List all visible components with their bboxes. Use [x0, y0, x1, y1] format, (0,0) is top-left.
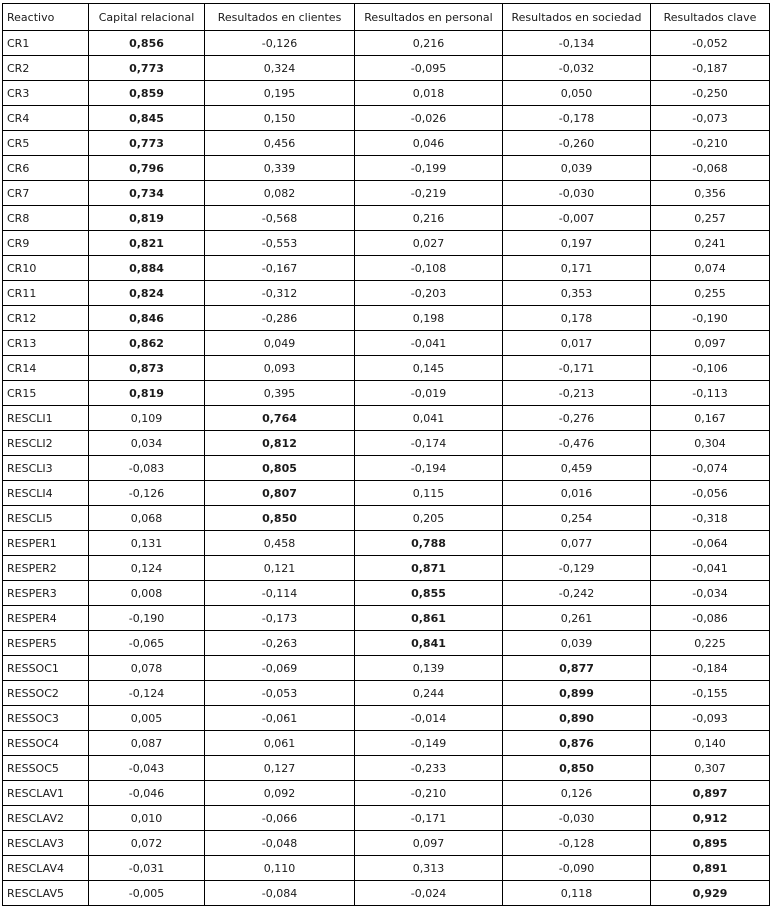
row-label: CR3 — [3, 81, 89, 106]
table-row — [3, 881, 770, 906]
cell-value: -0,030 — [503, 181, 651, 206]
cell-value: 0,118 — [503, 881, 651, 906]
cell-value: 0,092 — [205, 781, 355, 806]
cell-value: -0,019 — [355, 381, 503, 406]
table-row — [3, 456, 770, 481]
cell-value: -0,113 — [651, 381, 770, 406]
cell-value: -0,233 — [355, 756, 503, 781]
cell-value: 0,850 — [503, 756, 651, 781]
cell-value: -0,048 — [205, 831, 355, 856]
row-label: RESSOC3 — [3, 706, 89, 731]
cell-value: 0,895 — [651, 831, 770, 856]
table-row — [3, 606, 770, 631]
table-row — [3, 531, 770, 556]
cell-value: -0,242 — [503, 581, 651, 606]
cell-value: 0,139 — [355, 656, 503, 681]
cell-value: 0,862 — [89, 331, 205, 356]
cell-value: -0,210 — [651, 131, 770, 156]
table-row — [3, 581, 770, 606]
cell-value: -0,126 — [89, 481, 205, 506]
cell-value: 0,124 — [89, 556, 205, 581]
cell-value: -0,171 — [355, 806, 503, 831]
cell-value: 0,255 — [651, 281, 770, 306]
header-capital-relacional: Capital relacional — [89, 4, 205, 31]
cell-value: -0,476 — [503, 431, 651, 456]
row-label: RESPER1 — [3, 531, 89, 556]
cell-value: 0,861 — [355, 606, 503, 631]
table-row — [3, 256, 770, 281]
table-row — [3, 481, 770, 506]
cell-value: 0,046 — [355, 131, 503, 156]
cell-value: -0,090 — [503, 856, 651, 881]
cell-value: 0,082 — [205, 181, 355, 206]
row-label: RESSOC4 — [3, 731, 89, 756]
cell-value: 0,241 — [651, 231, 770, 256]
cell-value: -0,014 — [355, 706, 503, 731]
cell-value: 0,109 — [89, 406, 205, 431]
cell-value: -0,210 — [355, 781, 503, 806]
cell-value: 0,841 — [355, 631, 503, 656]
cell-value: 0,773 — [89, 131, 205, 156]
cell-value: -0,030 — [503, 806, 651, 831]
cell-value: -0,155 — [651, 681, 770, 706]
row-label: RESCLAV1 — [3, 781, 89, 806]
table-row — [3, 306, 770, 331]
cell-value: 0,899 — [503, 681, 651, 706]
cell-value: -0,084 — [205, 881, 355, 906]
cell-value: 0,093 — [205, 356, 355, 381]
row-label: RESCLI3 — [3, 456, 89, 481]
cell-value: 0,197 — [503, 231, 651, 256]
cell-value: -0,553 — [205, 231, 355, 256]
row-label: CR11 — [3, 281, 89, 306]
cell-value: -0,053 — [205, 681, 355, 706]
cell-value: -0,276 — [503, 406, 651, 431]
cell-value: 0,039 — [503, 156, 651, 181]
cell-value: 0,821 — [89, 231, 205, 256]
cell-value: -0,065 — [89, 631, 205, 656]
cell-value: 0,077 — [503, 531, 651, 556]
cell-value: 0,912 — [651, 806, 770, 831]
row-label: CR14 — [3, 356, 89, 381]
header-resultados-clientes: Resultados en clientes — [205, 4, 355, 31]
header-resultados-clave: Resultados clave — [651, 4, 770, 31]
cell-value: 0,074 — [651, 256, 770, 281]
cell-value: -0,167 — [205, 256, 355, 281]
cell-value: 0,456 — [205, 131, 355, 156]
cell-value: 0,041 — [355, 406, 503, 431]
cell-value: -0,106 — [651, 356, 770, 381]
cell-value: 0,131 — [89, 531, 205, 556]
cell-value: -0,199 — [355, 156, 503, 181]
cell-value: 0,819 — [89, 206, 205, 231]
header-reactivo: Reactivo — [3, 4, 89, 31]
loadings-table — [2, 3, 770, 906]
cell-value: -0,073 — [651, 106, 770, 131]
cell-value: -0,041 — [355, 331, 503, 356]
table-row — [3, 631, 770, 656]
cell-value: -0,026 — [355, 106, 503, 131]
cell-value: -0,024 — [355, 881, 503, 906]
cell-value: 0,140 — [651, 731, 770, 756]
row-label: RESCLAV5 — [3, 881, 89, 906]
cell-value: 0,859 — [89, 81, 205, 106]
cell-value: 0,458 — [205, 531, 355, 556]
cell-value: 0,115 — [355, 481, 503, 506]
row-label: CR5 — [3, 131, 89, 156]
cell-value: -0,074 — [651, 456, 770, 481]
table-row — [3, 806, 770, 831]
cell-value: -0,114 — [205, 581, 355, 606]
table-row — [3, 406, 770, 431]
cell-value: 0,846 — [89, 306, 205, 331]
cell-value: 0,216 — [355, 206, 503, 231]
cell-value: -0,178 — [503, 106, 651, 131]
cell-value: -0,190 — [89, 606, 205, 631]
row-label: RESSOC2 — [3, 681, 89, 706]
cell-value: 0,773 — [89, 56, 205, 81]
cell-value: 0,010 — [89, 806, 205, 831]
cell-value: -0,108 — [355, 256, 503, 281]
table-row — [3, 331, 770, 356]
table-row — [3, 831, 770, 856]
cell-value: 0,856 — [89, 31, 205, 56]
cell-value: -0,005 — [89, 881, 205, 906]
cell-value: 0,877 — [503, 656, 651, 681]
table-row — [3, 231, 770, 256]
cell-value: -0,093 — [651, 706, 770, 731]
cell-value: 0,061 — [205, 731, 355, 756]
cell-value: 0,307 — [651, 756, 770, 781]
row-label: CR7 — [3, 181, 89, 206]
cell-value: -0,086 — [651, 606, 770, 631]
row-label: CR9 — [3, 231, 89, 256]
cell-value: 0,225 — [651, 631, 770, 656]
cell-value: -0,260 — [503, 131, 651, 156]
cell-value: -0,149 — [355, 731, 503, 756]
row-label: RESPER2 — [3, 556, 89, 581]
cell-value: 0,126 — [503, 781, 651, 806]
row-label: RESSOC1 — [3, 656, 89, 681]
cell-value: -0,171 — [503, 356, 651, 381]
cell-value: -0,007 — [503, 206, 651, 231]
row-label: CR8 — [3, 206, 89, 231]
cell-value: 0,039 — [503, 631, 651, 656]
cell-value: 0,050 — [503, 81, 651, 106]
cell-value: -0,194 — [355, 456, 503, 481]
cell-value: -0,032 — [503, 56, 651, 81]
table-row — [3, 731, 770, 756]
table-body — [3, 31, 770, 906]
cell-value: 0,796 — [89, 156, 205, 181]
table-row — [3, 856, 770, 881]
cell-value: 0,005 — [89, 706, 205, 731]
cell-value: 0,127 — [205, 756, 355, 781]
row-label: RESCLAV3 — [3, 831, 89, 856]
row-label: RESSOC5 — [3, 756, 89, 781]
table-row — [3, 206, 770, 231]
row-label: CR10 — [3, 256, 89, 281]
cell-value: 0,805 — [205, 456, 355, 481]
row-label: CR13 — [3, 331, 89, 356]
cell-value: -0,213 — [503, 381, 651, 406]
cell-value: 0,027 — [355, 231, 503, 256]
cell-value: -0,219 — [355, 181, 503, 206]
cell-value: -0,187 — [651, 56, 770, 81]
cell-value: 0,788 — [355, 531, 503, 556]
cell-value: 0,812 — [205, 431, 355, 456]
table-row — [3, 656, 770, 681]
cell-value: -0,250 — [651, 81, 770, 106]
row-label: RESCLI2 — [3, 431, 89, 456]
table-row — [3, 31, 770, 56]
cell-value: 0,167 — [651, 406, 770, 431]
cell-value: -0,126 — [205, 31, 355, 56]
cell-value: 0,764 — [205, 406, 355, 431]
cell-value: 0,018 — [355, 81, 503, 106]
table-row — [3, 56, 770, 81]
cell-value: -0,312 — [205, 281, 355, 306]
cell-value: 0,356 — [651, 181, 770, 206]
cell-value: 0,049 — [205, 331, 355, 356]
cell-value: 0,339 — [205, 156, 355, 181]
cell-value: -0,263 — [205, 631, 355, 656]
table-row — [3, 431, 770, 456]
cell-value: 0,824 — [89, 281, 205, 306]
cell-value: -0,134 — [503, 31, 651, 56]
cell-value: 0,216 — [355, 31, 503, 56]
cell-value: 0,891 — [651, 856, 770, 881]
cell-value: 0,871 — [355, 556, 503, 581]
cell-value: 0,353 — [503, 281, 651, 306]
cell-value: 0,087 — [89, 731, 205, 756]
cell-value: -0,034 — [651, 581, 770, 606]
cell-value: 0,110 — [205, 856, 355, 881]
row-label: RESCLI5 — [3, 506, 89, 531]
cell-value: 0,097 — [651, 331, 770, 356]
row-label: RESPER3 — [3, 581, 89, 606]
cell-value: -0,083 — [89, 456, 205, 481]
cell-value: -0,052 — [651, 31, 770, 56]
cell-value: 0,884 — [89, 256, 205, 281]
cell-value: 0,459 — [503, 456, 651, 481]
cell-value: -0,056 — [651, 481, 770, 506]
cell-value: 0,395 — [205, 381, 355, 406]
cell-value: 0,072 — [89, 831, 205, 856]
cell-value: 0,078 — [89, 656, 205, 681]
row-label: RESPER4 — [3, 606, 89, 631]
cell-value: 0,929 — [651, 881, 770, 906]
cell-value: -0,173 — [205, 606, 355, 631]
cell-value: 0,304 — [651, 431, 770, 456]
cell-value: 0,890 — [503, 706, 651, 731]
cell-value: 0,876 — [503, 731, 651, 756]
cell-value: 0,845 — [89, 106, 205, 131]
cell-value: 0,254 — [503, 506, 651, 531]
cell-value: -0,190 — [651, 306, 770, 331]
cell-value: 0,145 — [355, 356, 503, 381]
table-row — [3, 181, 770, 206]
cell-value: 0,068 — [89, 506, 205, 531]
cell-value: 0,244 — [355, 681, 503, 706]
row-label: CR1 — [3, 31, 89, 56]
cell-value: 0,855 — [355, 581, 503, 606]
cell-value: 0,850 — [205, 506, 355, 531]
cell-value: -0,203 — [355, 281, 503, 306]
cell-value: 0,121 — [205, 556, 355, 581]
cell-value: 0,324 — [205, 56, 355, 81]
header-resultados-sociedad: Resultados en sociedad — [503, 4, 651, 31]
cell-value: -0,174 — [355, 431, 503, 456]
cell-value: 0,873 — [89, 356, 205, 381]
table-row — [3, 81, 770, 106]
cell-value: 0,734 — [89, 181, 205, 206]
row-label: RESCLI1 — [3, 406, 89, 431]
row-label: CR4 — [3, 106, 89, 131]
row-label: CR15 — [3, 381, 89, 406]
cell-value: 0,178 — [503, 306, 651, 331]
cell-value: -0,041 — [651, 556, 770, 581]
table-row — [3, 106, 770, 131]
table-row — [3, 681, 770, 706]
row-label: CR2 — [3, 56, 89, 81]
cell-value: 0,819 — [89, 381, 205, 406]
cell-value: -0,061 — [205, 706, 355, 731]
row-label: RESCLAV4 — [3, 856, 89, 881]
cell-value: -0,068 — [651, 156, 770, 181]
cell-value: 0,097 — [355, 831, 503, 856]
cell-value: 0,313 — [355, 856, 503, 881]
table-row — [3, 131, 770, 156]
table-row — [3, 781, 770, 806]
cell-value: 0,171 — [503, 256, 651, 281]
table-row — [3, 356, 770, 381]
row-label: RESPER5 — [3, 631, 89, 656]
cell-value: -0,128 — [503, 831, 651, 856]
cell-value: -0,184 — [651, 656, 770, 681]
cell-value: 0,016 — [503, 481, 651, 506]
table-row — [3, 156, 770, 181]
cell-value: -0,066 — [205, 806, 355, 831]
cell-value: -0,064 — [651, 531, 770, 556]
cell-value: 0,205 — [355, 506, 503, 531]
row-label: RESCLAV2 — [3, 806, 89, 831]
cell-value: -0,286 — [205, 306, 355, 331]
cell-value: -0,568 — [205, 206, 355, 231]
cell-value: 0,897 — [651, 781, 770, 806]
row-label: CR6 — [3, 156, 89, 181]
table-row — [3, 281, 770, 306]
cell-value: -0,129 — [503, 556, 651, 581]
cell-value: 0,257 — [651, 206, 770, 231]
header-resultados-personal: Resultados en personal — [355, 4, 503, 31]
table-row — [3, 381, 770, 406]
cell-value: 0,150 — [205, 106, 355, 131]
table-row — [3, 556, 770, 581]
cell-value: -0,069 — [205, 656, 355, 681]
table-row — [3, 756, 770, 781]
cell-value: -0,318 — [651, 506, 770, 531]
table-row — [3, 506, 770, 531]
cell-value: 0,195 — [205, 81, 355, 106]
cell-value: 0,034 — [89, 431, 205, 456]
table-row — [3, 706, 770, 731]
row-label: CR12 — [3, 306, 89, 331]
cell-value: -0,095 — [355, 56, 503, 81]
cell-value: -0,124 — [89, 681, 205, 706]
cell-value: 0,008 — [89, 581, 205, 606]
cell-value: -0,031 — [89, 856, 205, 881]
cell-value: 0,807 — [205, 481, 355, 506]
cell-value: -0,043 — [89, 756, 205, 781]
cell-value: -0,046 — [89, 781, 205, 806]
cell-value: 0,261 — [503, 606, 651, 631]
table-header-row — [3, 4, 770, 31]
row-label: RESCLI4 — [3, 481, 89, 506]
cell-value: 0,017 — [503, 331, 651, 356]
cell-value: 0,198 — [355, 306, 503, 331]
